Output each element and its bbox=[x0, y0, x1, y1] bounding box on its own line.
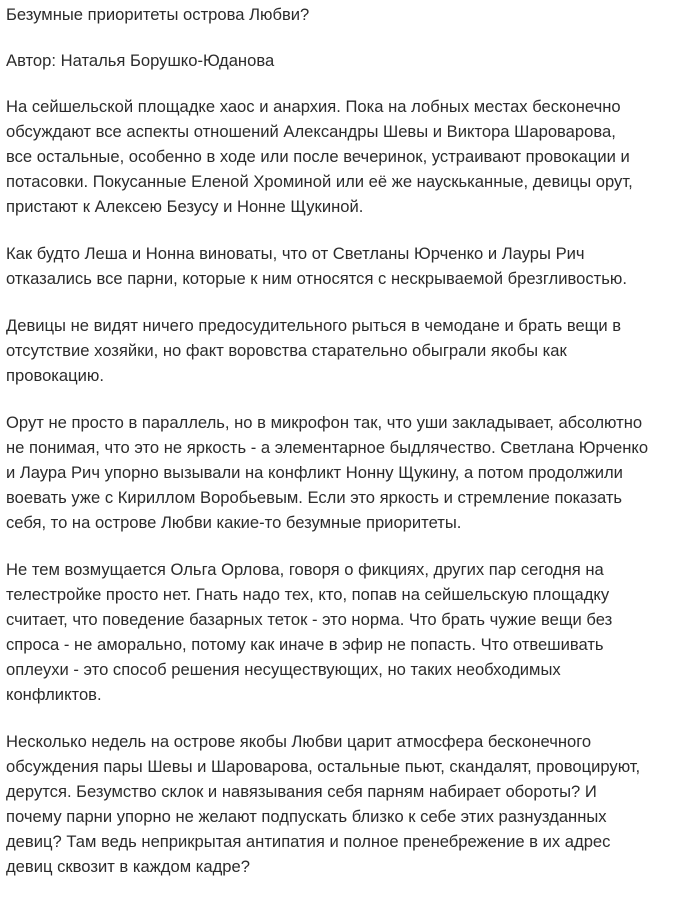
article bbox=[0, 2, 699, 879]
paragraph: Орут не просто в параллель, но в микрофон так, что уши закладывает, абсолютно не понимая, что это не яркость - а элементарное быдлячество. Светлана Юрченко и Лаура Рич упорно вызывали на конфликт Нонну Щукину, а потом продолжили воевать уже с Кириллом Воробьевым. Если это яркость и стремление показать себя, то на острове Любви какие-то безумные приоритеты. bbox=[6, 413, 649, 532]
article-author: Автор: Наталья Борушко-Юданова bbox=[6, 51, 275, 70]
paragraph: Девицы не видят ничего предосудительного рыться в чемодане и брать вещи в отсутствие хозяйки, но факт воровства старательно обыграли якобы как провокацию. bbox=[6, 316, 622, 385]
paragraph: Как будто Леша и Нонна виноваты, что от Светланы Юрченко и Лауры Рич отказались все парни, которые к ним относятся с нескрываемой брезгливостью. bbox=[6, 244, 627, 288]
paragraph: Несколько недель на острове якобы Любви царит атмосфера бесконечного обсуждения пары Шевы и Шароварова, остальные пьют, скандалят, провоцируют, дерутся. Безумство склок и навязывания себя парням набирает обороты? И почему парни упорно не желают подпускать близко к себе этих разнузданных девиц? Там ведь неприкрытая антипатия и полное пренебрежение в их адрес девиц сквозит в каждом кадре? bbox=[6, 732, 641, 876]
paragraph: Не тем возмущается Ольга Орлова, говоря о фикциях, других пар сегодня на телестройке просто нет. Гнать надо тех, кто, попав на сейшельскую площадку считает, что поведение базарных теток - это норма. Что брать чужие вещи без спроса - не аморально, потому как иначе в эфир не попасть. Что отвешивать оплеухи - это способ решения несуществующих, но таких необходимых конфликтов. bbox=[6, 560, 613, 704]
paragraph: На сейшельской площадке хаос и анархия. Пока на лобных местах бесконечно обсуждают все аспекты отношений Александры Шевы и Виктора Шароварова, все остальные, особенно в ходе или после вечеринок, устраивают провокации и потасовки. Покусанные Еленой Хроминой или её же наускьканные, девицы орут, пристают к Алексею Безусу и Нонне Щукиной. bbox=[6, 97, 633, 216]
article-title: Безумные приоритеты острова Любви? bbox=[6, 5, 310, 24]
